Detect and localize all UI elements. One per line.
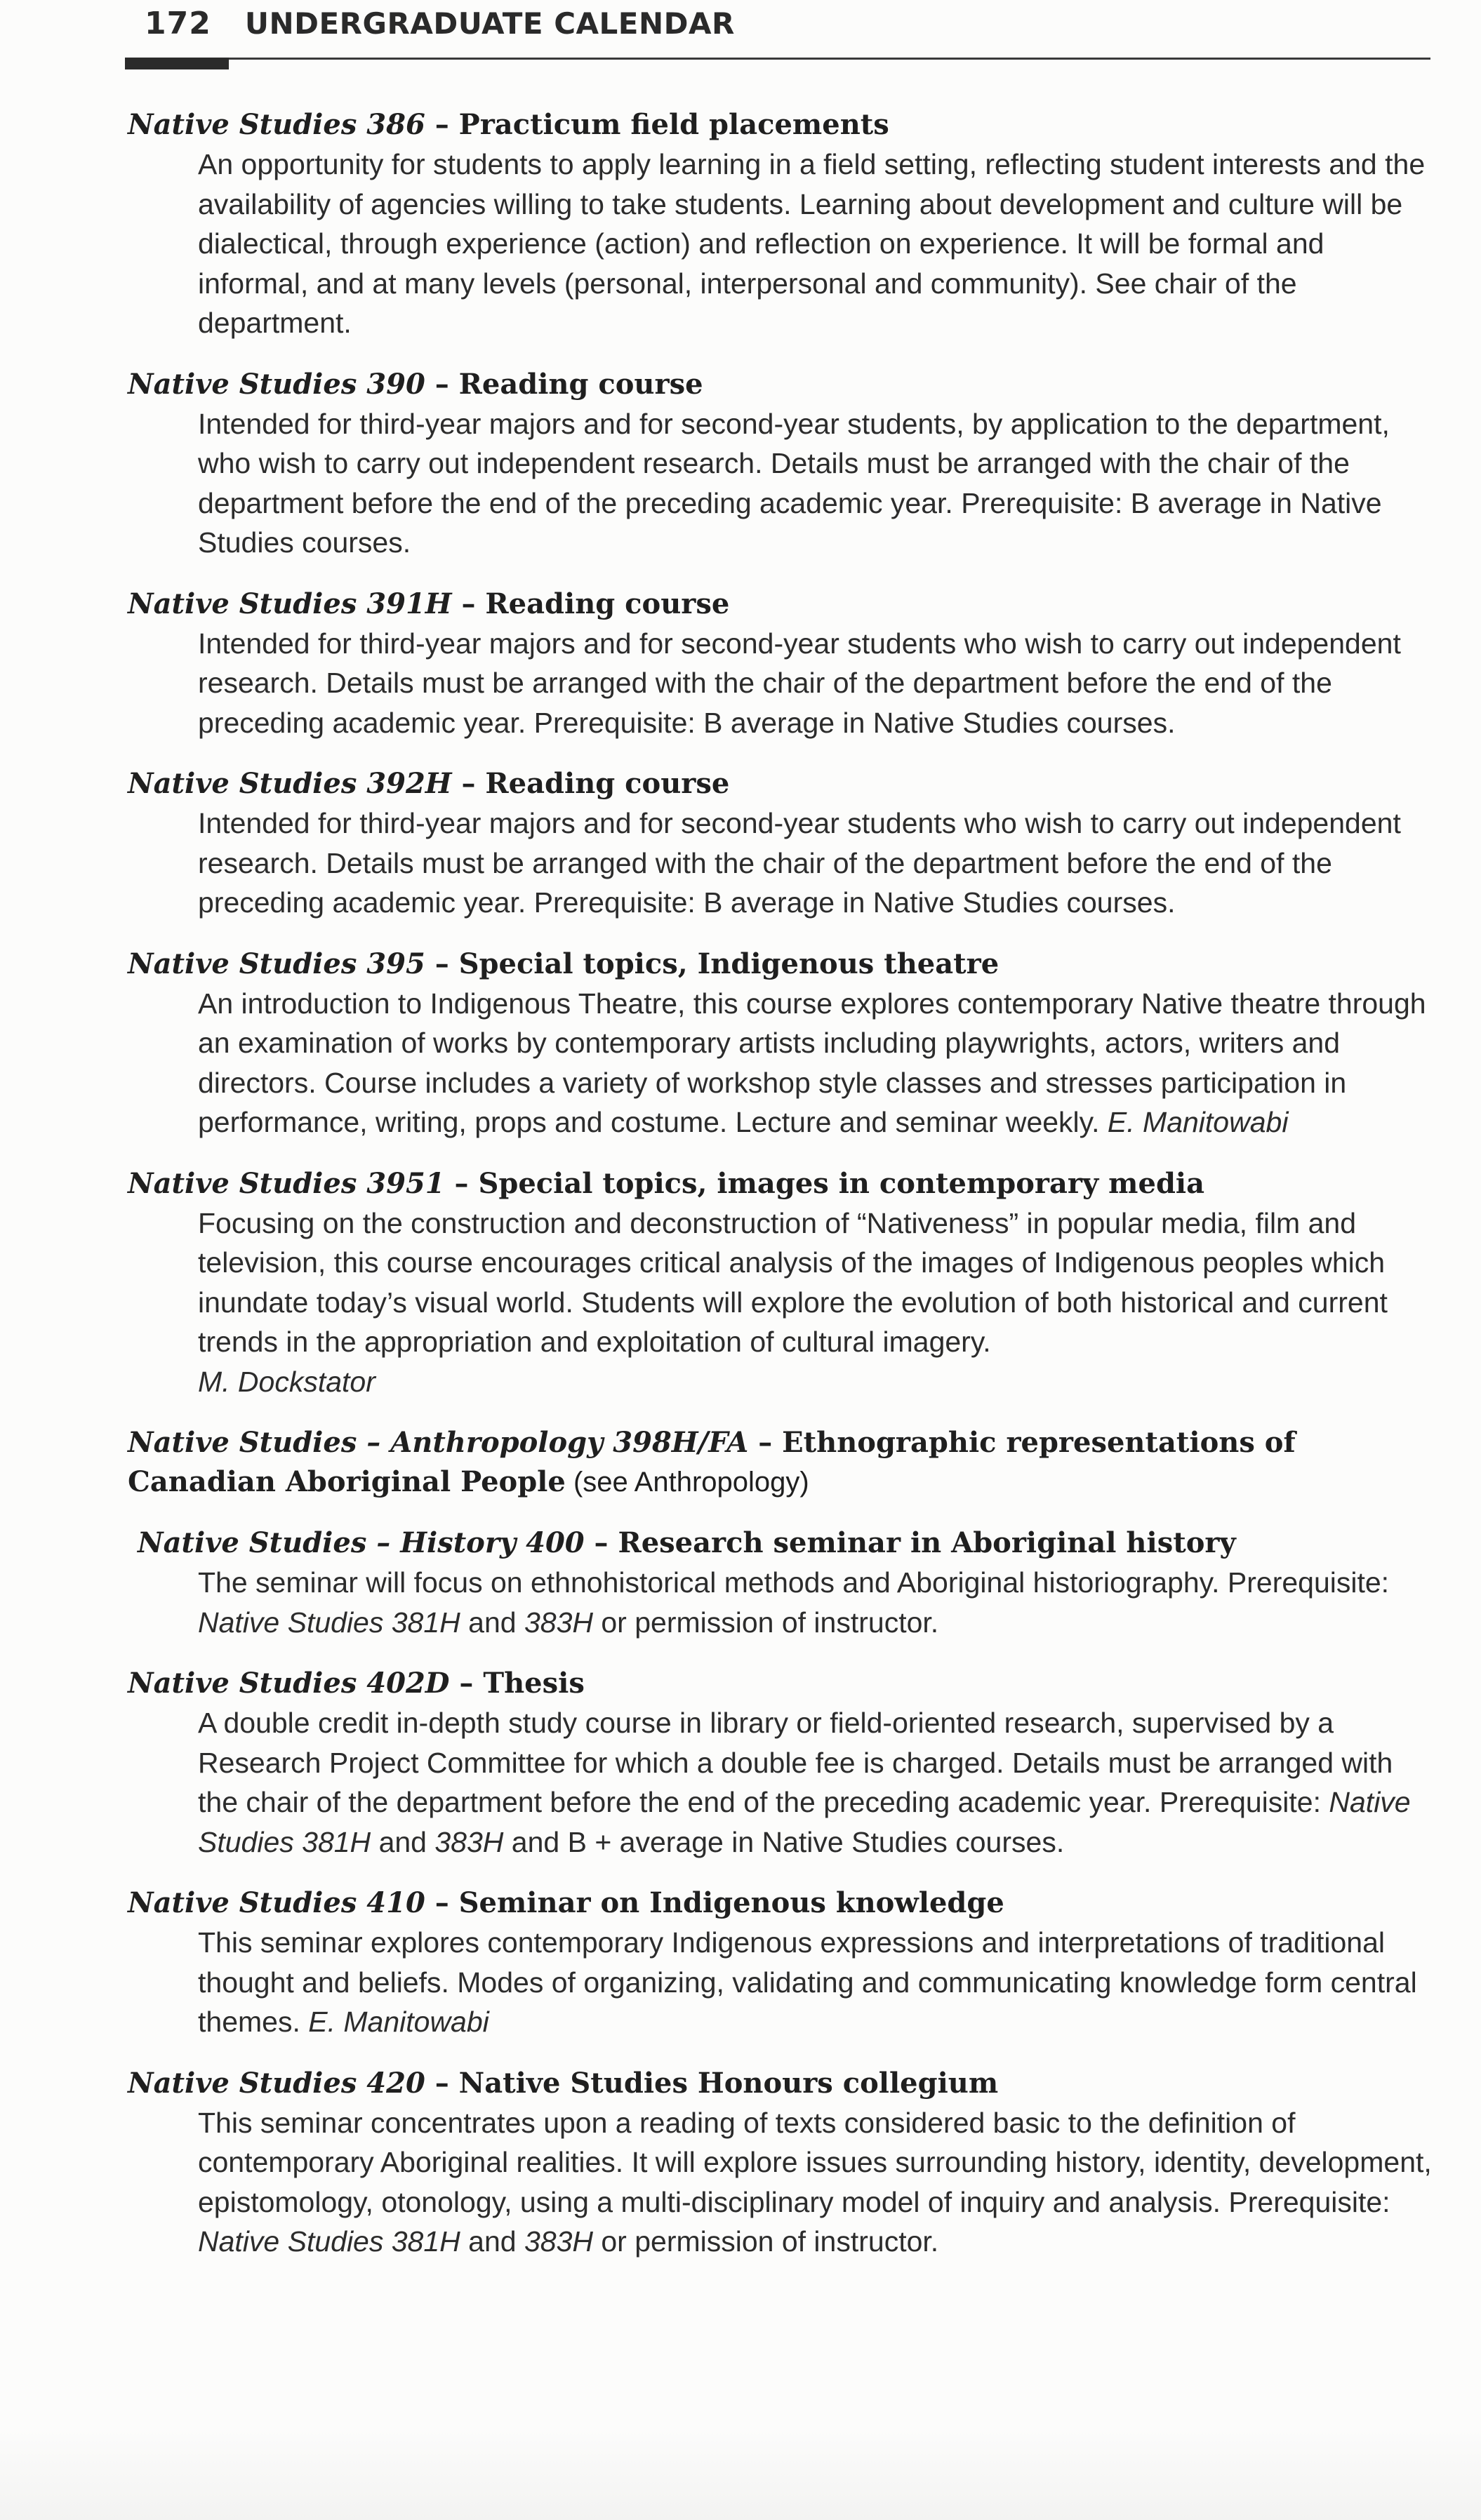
course-code: Native Studies 402D — [128, 1667, 450, 1700]
course-code: Native Studies 386 — [128, 108, 425, 141]
prerequisite-course: Native Studies 381H — [198, 2225, 460, 2258]
description-text: Focusing on the construction and deconstruction of “Nativeness” in popular media, film and television, this course encourages critical analysis of the images of Indigenous peoples which inundate today’s visual world. Students will explore the evolution of both historical and current trends in the appropriation and exploitation of cultural imagery. — [198, 1206, 1388, 1358]
course-description: An opportunity for students to apply learning in a field setting, reflecting student interests and the availability of agencies willing to take students. Learning about development and culture will be dialectical, through experience (action) and reflection on experience. It will be formal and informal, and at many levels (personal, interpersonal and community). See chair of the department. — [198, 148, 1426, 339]
course-entry-410 — [128, 1884, 1433, 2042]
title-dash: – — [449, 1667, 484, 1700]
course-description — [198, 1563, 1433, 1642]
course-title — [138, 1524, 1433, 1563]
title-dash: – — [451, 767, 486, 800]
course-entry-400 — [128, 1524, 1433, 1642]
header-rule — [125, 58, 1430, 60]
course-code: Native Studies 390 — [128, 367, 425, 401]
course-description — [198, 2103, 1433, 2262]
prerequisite-and: and — [371, 1825, 435, 1858]
description-text: This seminar concentrates upon a reading of texts considered basic to the definition of contemporary Aboriginal realities. It will explore issues surrounding history, identity, development, epistomology, otonology, using a multi-disciplinary model of inquiry and analysis. Prerequisite: — [198, 2106, 1432, 2218]
header-rule-block — [125, 58, 229, 69]
running-head: UNDERGRADUATE CALENDAR — [244, 6, 735, 41]
course-title — [128, 585, 1433, 624]
prerequisite-course: 383H — [434, 1825, 504, 1858]
course-entry-420 — [128, 2064, 1433, 2262]
description-text: The seminar will focus on ethnohistorical methods and Aboriginal historiography. Prerequisite: — [198, 1566, 1390, 1599]
course-code: Native Studies – Anthropology 398H/FA — [128, 1426, 749, 1459]
course-entry-3951 — [128, 1164, 1433, 1402]
course-entry-391h — [128, 585, 1433, 743]
prerequisite-and: and — [460, 2225, 524, 2258]
course-code: Native Studies 410 — [128, 1886, 425, 1919]
instructor-name: M. Dockstator — [198, 1365, 376, 1398]
prerequisite-tail: or permission of instructor. — [592, 2225, 939, 2258]
course-description — [198, 984, 1433, 1142]
course-title — [128, 764, 1433, 804]
course-name: Reading course — [458, 367, 703, 401]
course-name: Reading course — [485, 587, 730, 620]
prerequisite-and: and — [460, 1606, 524, 1639]
title-dash: – — [444, 1166, 479, 1200]
course-description — [198, 1923, 1433, 2042]
page-number: 172 — [145, 6, 211, 41]
prerequisite-course: Native Studies 381H — [198, 1606, 460, 1639]
course-code: Native Studies 391H — [128, 587, 452, 620]
course-title — [128, 105, 1433, 145]
title-dash: – — [748, 1426, 783, 1459]
course-entry-395 — [128, 945, 1433, 1142]
course-code: Native Studies 3951 — [128, 1166, 445, 1200]
prerequisite-tail: and B + average in Native Studies courses. — [503, 1825, 1065, 1858]
course-name: Seminar on Indigenous knowledge — [458, 1886, 1004, 1919]
course-entry-402d — [128, 1664, 1433, 1862]
course-description: Intended for third-year majors and for second-year students, by application to the department, who wish to carry out independent research. Details must be arranged with the chair of the department before the end of the preceding academic year. Prerequisite: B average in Native Studies courses. — [198, 407, 1390, 559]
course-name: Practicum field placements — [458, 108, 889, 141]
course-title — [128, 1164, 1433, 1204]
instructor-name: E. Manitowabi — [1107, 1106, 1289, 1138]
prerequisite-course: 383H — [524, 1606, 593, 1639]
course-name: Research seminar in Aboriginal history — [618, 1526, 1236, 1559]
title-dash: – — [425, 2066, 459, 2100]
course-code: Native Studies 420 — [128, 2066, 425, 2100]
title-dash: – — [425, 1886, 459, 1919]
course-description — [198, 1703, 1433, 1862]
course-title — [128, 1884, 1433, 1923]
prerequisite-course: Native Studies 381H — [198, 1786, 1411, 1858]
course-title — [128, 1423, 1433, 1502]
course-description — [198, 1204, 1433, 1402]
course-name: Ethnographic representations of Canadian Aboriginal People — [128, 1426, 1296, 1498]
course-name: Native Studies Honours collegium — [458, 2066, 999, 2100]
course-title — [128, 1664, 1433, 1703]
course-list — [128, 105, 1433, 2284]
title-dash: – — [451, 587, 486, 620]
page-header — [145, 6, 735, 55]
course-description: Intended for third-year majors and for second-year students who wish to carry out independent research. Details must be arranged with the chair of the department before the end of the preceding academic year. Prerequisite: B average in Native Studies courses. — [198, 627, 1401, 739]
course-entry-386 — [128, 105, 1433, 343]
page-bottom-margin — [0, 2428, 1481, 2520]
instructor-name: E. Manitowabi — [308, 2006, 489, 2038]
title-dash: – — [425, 367, 459, 401]
course-name: Special topics, Indigenous theatre — [458, 947, 999, 980]
title-dash: – — [425, 947, 459, 980]
course-name: Thesis — [483, 1667, 585, 1700]
cross-reference: (see Anthropology) — [565, 1467, 809, 1498]
description-text: This seminar explores contemporary Indigenous expressions and interpretations of traditional thought and beliefs. Modes of organizing, validating and communicating knowledge form central themes. — [198, 1926, 1417, 2038]
course-title — [128, 2064, 1433, 2103]
course-entry-390 — [128, 365, 1433, 563]
description-text: A double credit in-depth study course in library or field-oriented research, supervised by a Research Project Committee for which a double fee is charged. Details must be arranged with the chair of the department before the end of the preceding academic year. Prerequisite: — [198, 1707, 1393, 1818]
prerequisite-course: 383H — [524, 2225, 593, 2258]
course-title — [128, 365, 1433, 404]
course-code: Native Studies 392H — [128, 767, 452, 800]
course-title — [128, 945, 1433, 984]
title-dash: – — [584, 1526, 618, 1559]
description-text: An introduction to Indigenous Theatre, this course explores contemporary Native theatre through an examination of works by contemporary artists including playwrights, actors, writers and directors. Course includes a variety of workshop style classes and stresses participation in performance, writing, props and costume. Lecture and seminar weekly. — [198, 987, 1426, 1138]
course-code: Native Studies – History 400 — [138, 1526, 585, 1559]
prerequisite-tail: or permission of instructor. — [592, 1606, 939, 1639]
course-name: Reading course — [485, 767, 730, 800]
course-entry-398h-fa — [128, 1423, 1433, 1502]
course-description: Intended for third-year majors and for second-year students who wish to carry out independent research. Details must be arranged with the chair of the department before the end of the preceding academic year. Prerequisite: B average in Native Studies courses. — [198, 807, 1401, 919]
course-code: Native Studies 395 — [128, 947, 425, 980]
course-name: Special topics, images in contemporary media — [478, 1166, 1205, 1200]
title-dash: – — [425, 108, 459, 141]
course-entry-392h — [128, 764, 1433, 923]
